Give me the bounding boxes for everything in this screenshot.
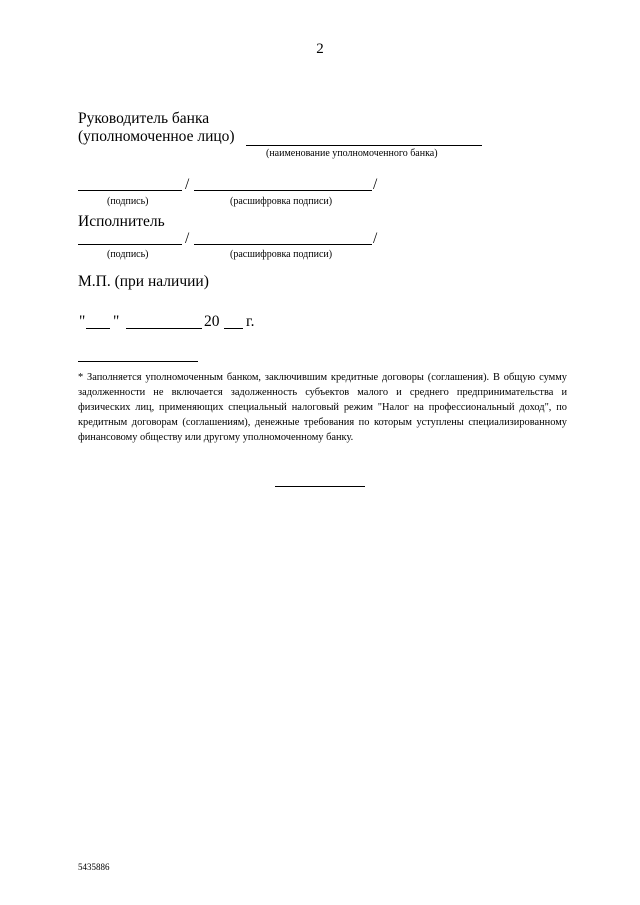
signature-caption: (подпись)	[107, 196, 149, 207]
bank-name-caption: (наименование уполномоченного банка)	[266, 148, 438, 159]
date-day-line	[86, 328, 110, 329]
head-title: Руководитель банка	[78, 110, 210, 127]
slash-end: /	[373, 176, 378, 193]
executor-slash: /	[185, 230, 190, 247]
executor-title: Исполнитель	[78, 213, 165, 230]
bank-name-line	[246, 145, 482, 146]
executor-signature-line	[78, 244, 182, 245]
stamp-label: М.П. (при наличии)	[78, 273, 209, 290]
slash: /	[185, 176, 190, 193]
document-id: 5435886	[78, 862, 110, 872]
decoding-line	[194, 190, 372, 191]
executor-decoding-line	[194, 244, 372, 245]
footnote-separator	[78, 361, 198, 362]
date-quote-close: "	[113, 313, 120, 330]
date-quote-open: "	[79, 313, 86, 330]
date-year-line	[224, 328, 243, 329]
decoding-caption: (расшифровка подписи)	[230, 196, 333, 207]
date-year-suffix: г.	[246, 313, 255, 330]
executor-signature-caption: (подпись)	[107, 249, 149, 260]
footnote-text: * Заполняется уполномоченным банком, заключившим кредитные договоры (соглашения). В общую сумму задолженности не включается задолженность субъектов малого и среднего предпринимательства и физических лиц, применяющих специальный налоговый режим "Налог на профессиональный доход", по кредитным договорам (соглашениям), денежные требования по которым уступлены специализированному финансовому обществу или другому уполномоченному банку.	[78, 372, 567, 443]
end-divider	[275, 486, 365, 487]
executor-slash-end: /	[373, 230, 378, 247]
date-century: 20	[204, 313, 220, 330]
executor-decoding-caption: (расшифровка подписи)	[230, 249, 333, 260]
date-month-line	[126, 328, 202, 329]
signature-line	[78, 190, 182, 191]
page-number: 2	[316, 41, 324, 57]
head-subtitle: (уполномоченное лицо)	[78, 128, 235, 145]
